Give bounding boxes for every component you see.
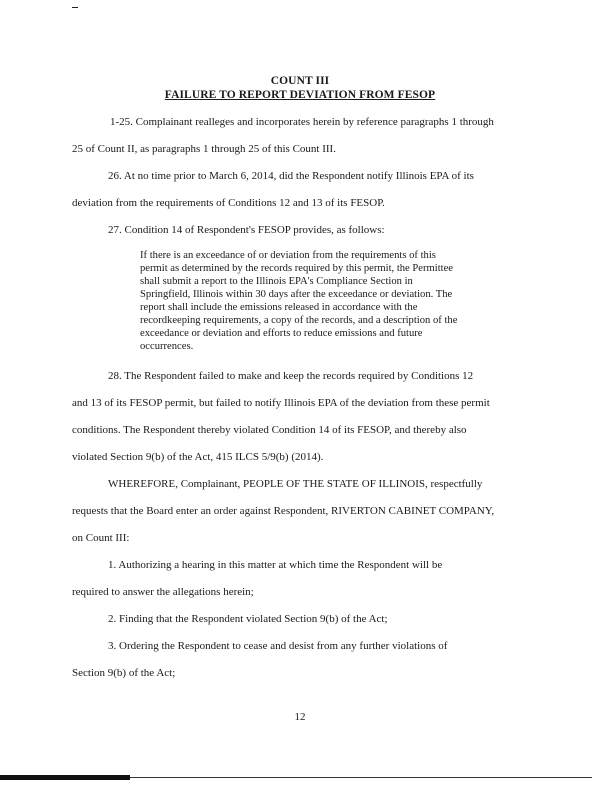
- wherefore-line-1: WHEREFORE, Complainant, PEOPLE OF THE STATE OF ILLINOIS, respectfully: [108, 478, 483, 490]
- scan-mark: [72, 7, 78, 8]
- paragraph-27-line-1: 27. Condition 14 of Respondent's FESOP provides, as follows:: [108, 224, 385, 236]
- quote-line: exceedance or deviation and efforts to reduce emissions and future: [140, 328, 423, 339]
- paragraph-28-line-1: 28. The Respondent failed to make and keep the records required by Conditions 12: [108, 370, 474, 382]
- paragraph-26-line-1: 26. At no time prior to March 6, 2014, did the Respondent notify Illinois EPA of its: [108, 170, 474, 182]
- relief-item-1-line-2: required to answer the allegations herein;: [72, 586, 254, 598]
- paragraph-1-25-line-2: 25 of Count II, as paragraphs 1 through 25 of this Count III.: [72, 143, 336, 155]
- quote-line: occurrences.: [140, 341, 194, 352]
- footer-bar: [0, 775, 130, 780]
- paragraph-28-line-4: violated Section 9(b) of the Act, 415 ILCS 5/9(b) (2014).: [72, 451, 324, 463]
- wherefore-line-2: requests that the Board enter an order against Respondent, RIVERTON CABINET COMPANY,: [72, 505, 495, 517]
- footer-rule: [130, 777, 592, 778]
- relief-item-1-line-1: 1. Authorizing a hearing in this matter at which time the Respondent will be: [108, 559, 443, 571]
- paragraph-28-line-2: and 13 of its FESOP permit, but failed to notify Illinois EPA of the deviation from these permit: [72, 397, 490, 409]
- count-subtitle: FAILURE TO REPORT DEVIATION FROM FESOP: [164, 89, 436, 101]
- page-number: 12: [294, 711, 306, 723]
- quote-line: shall submit a report to the Illinois EPA's Compliance Section in: [140, 276, 413, 287]
- relief-item-3-line-2: Section 9(b) of the Act;: [72, 667, 176, 679]
- quote-line: permit as determined by the records required by this permit, the Permittee: [140, 263, 454, 274]
- paragraph-1-25-line-1: 1-25. Complainant realleges and incorporates herein by reference paragraphs 1 through: [110, 116, 494, 128]
- quote-line: recordkeeping requirements, a copy of the records, and a description of the: [140, 315, 458, 326]
- count-title: COUNT III: [270, 75, 330, 87]
- quote-line: report shall include the emissions released in accordance with the: [140, 302, 418, 313]
- paragraph-28-line-3: conditions. The Respondent thereby violated Condition 14 of its FESOP, and thereby also: [72, 424, 467, 436]
- paragraph-26-line-2: deviation from the requirements of Conditions 12 and 13 of its FESOP.: [72, 197, 385, 209]
- quote-line: Springfield, Illinois within 30 days after the exceedance or deviation. The: [140, 289, 453, 300]
- wherefore-line-3: on Count III:: [72, 532, 130, 544]
- relief-item-2-line-1: 2. Finding that the Respondent violated Section 9(b) of the Act;: [108, 613, 388, 625]
- relief-item-3-line-1: 3. Ordering the Respondent to cease and desist from any further violations of: [108, 640, 448, 652]
- quote-line: If there is an exceedance of or deviation from the requirements of this: [140, 250, 436, 261]
